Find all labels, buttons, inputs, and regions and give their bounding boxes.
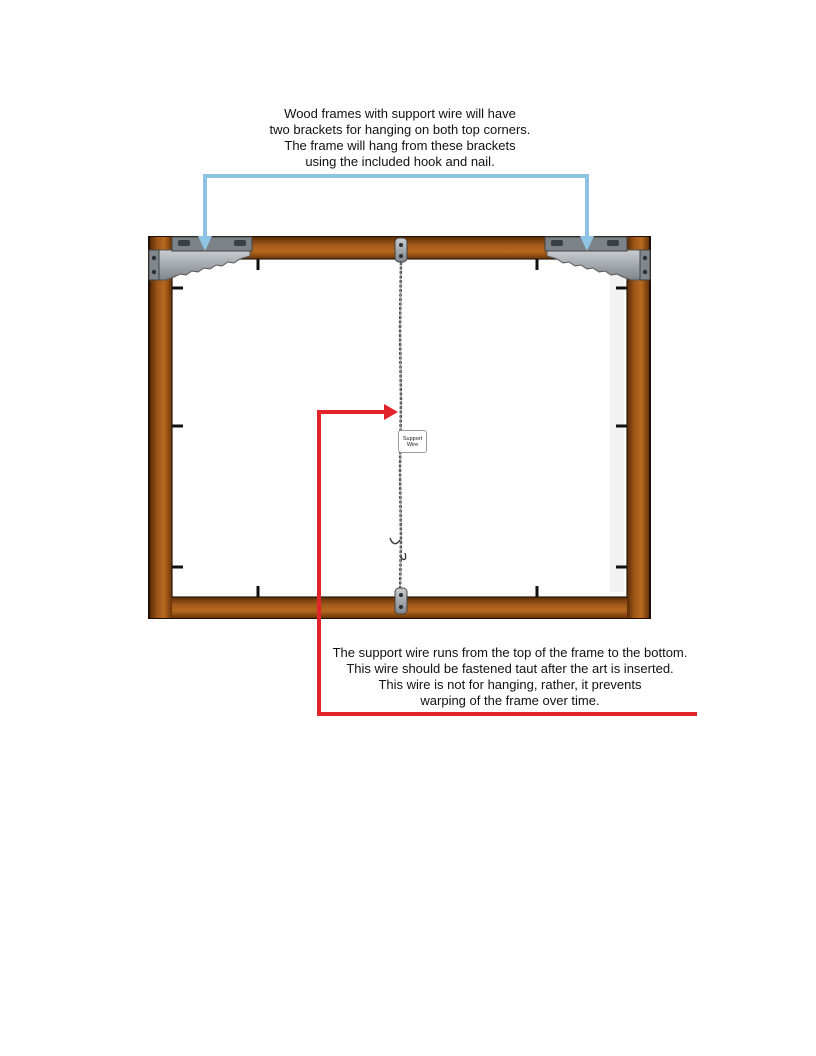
right-bracket-side-plate <box>640 250 650 280</box>
caption-line: This wire is not for hanging, rather, it prevents <box>378 677 642 692</box>
frame-left-stile <box>150 237 172 618</box>
wire-caption <box>300 645 720 709</box>
screw-icon <box>643 256 647 260</box>
screw-icon <box>152 256 156 260</box>
caption-line: The support wire runs from the top of the frame to the bottom. <box>332 645 688 660</box>
right-bracket-slot <box>607 240 619 246</box>
bracket-callout-line <box>205 176 587 240</box>
wire-tag-line: Wire <box>406 441 419 448</box>
frame-right-stile <box>627 237 649 618</box>
caption-line: using the included hook and nail. <box>305 154 495 169</box>
wire-tag-line: Support <box>402 435 423 442</box>
screw-icon <box>399 243 403 247</box>
screw-icon <box>399 605 403 609</box>
screw-icon <box>399 593 403 597</box>
caption-line: warping of the frame over time. <box>420 693 600 708</box>
support-wire-tag <box>398 430 427 453</box>
screw-icon <box>643 270 647 274</box>
top-wire-anchor-icon <box>395 238 407 262</box>
caption-line: two brackets for hanging on both top corners. <box>269 122 531 137</box>
caption-line: Wood frames with support wire will have <box>284 106 516 121</box>
caption-line: The frame will hang from these brackets <box>284 138 516 153</box>
left-bracket-side-plate <box>149 250 159 280</box>
left-bracket-slot <box>178 240 190 246</box>
bracket-caption <box>200 106 600 170</box>
screw-icon <box>399 254 403 258</box>
right-bracket-slot <box>551 240 563 246</box>
caption-line: This wire should be fastened taut after the art is inserted. <box>346 661 674 676</box>
bottom-wire-anchor-icon <box>395 588 407 614</box>
screw-icon <box>152 270 156 274</box>
left-bracket-slot <box>234 240 246 246</box>
